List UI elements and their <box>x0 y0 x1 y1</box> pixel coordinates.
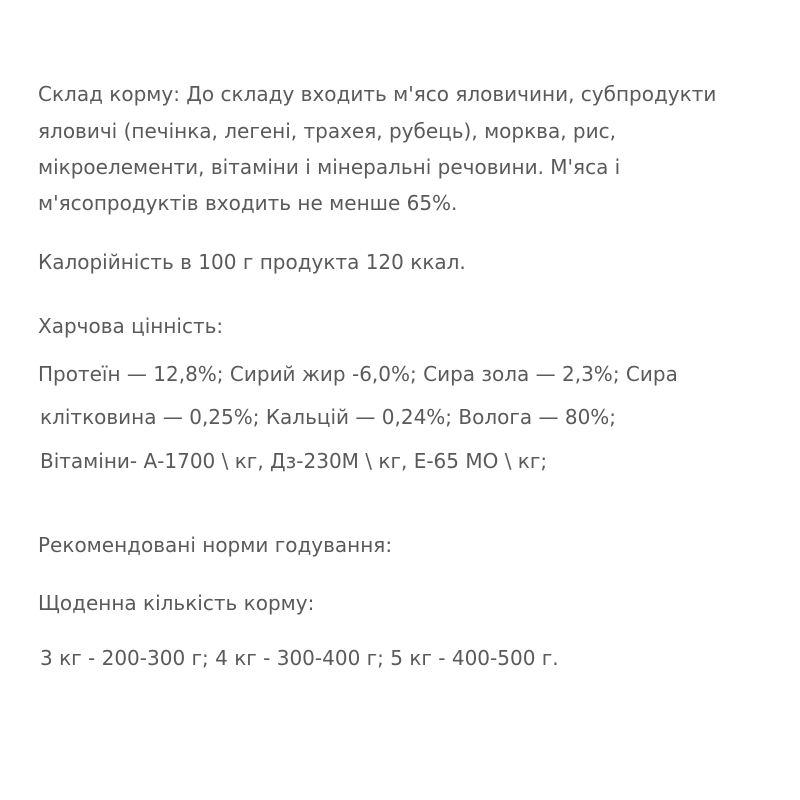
nutrition-line-2: клітковина — 0,25%; Кальцій — 0,24%; Волога — 80%; <box>40 405 617 429</box>
calories-text: Калорійність в 100 г продукта 120 ккал. <box>38 250 466 274</box>
composition-line-3: мікроелементи, вітаміни і мінеральні речовини. М'яса і <box>38 155 621 179</box>
composition-line-4: м'ясопродуктів входить не менше 65%. <box>38 191 458 215</box>
feeding-heading: Рекомендовані норми годування: <box>38 533 393 557</box>
daily-amounts: 3 кг - 200-300 г; 4 кг - 300-400 г; 5 кг - 400-500 г. <box>40 646 559 670</box>
composition-line-1: Склад корму: До складу входить м'ясо яловичини, субпродукти <box>38 82 717 106</box>
daily-amount-heading: Щоденна кількість корму: <box>38 591 315 615</box>
composition-line-2: яловичі (печінка, легені, трахея, рубець), морква, рис, <box>38 119 616 143</box>
nutrition-line-1: Протеїн — 12,8%; Сирий жир -6,0%; Сира зола — 2,3%; Сира <box>38 362 678 386</box>
nutrition-line-3: Вітаміни- А-1700 \ кг, Дз-230М \ кг, Е-65 МО \ кг; <box>40 449 548 473</box>
nutrition-heading: Харчова цінність: <box>38 314 224 338</box>
